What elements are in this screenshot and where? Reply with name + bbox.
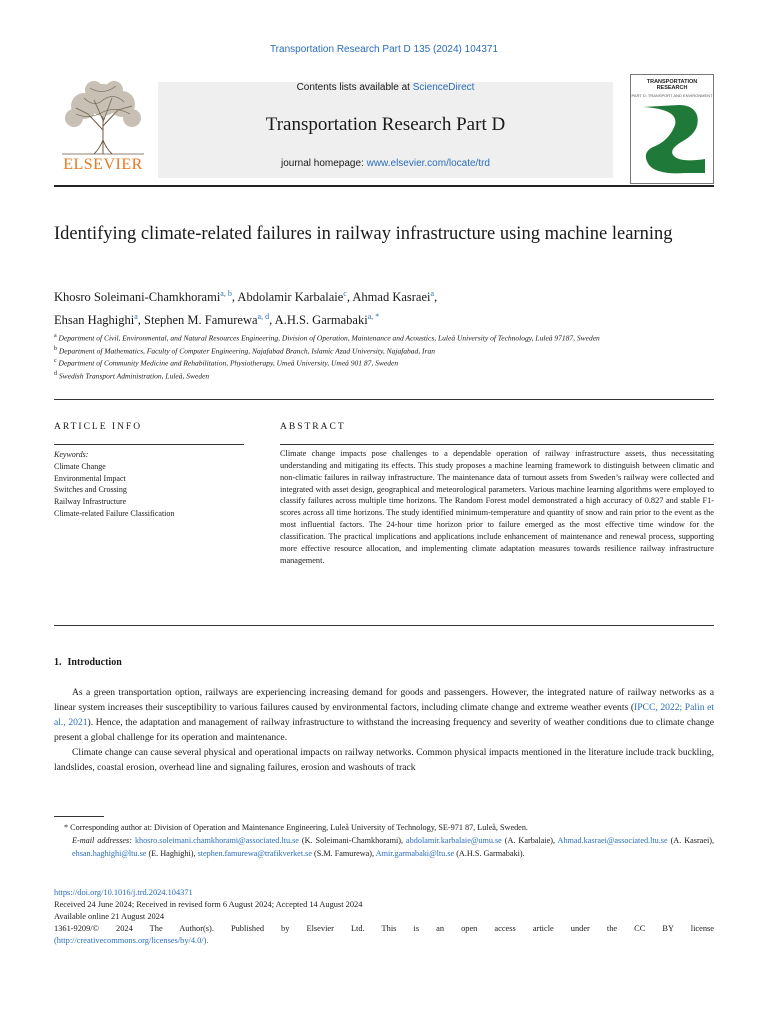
footnote-rule [54, 816, 104, 817]
author-separator: , [137, 313, 145, 328]
author-affiliation-marker[interactable]: a, b [220, 289, 232, 298]
corresponding-author-footnote [54, 821, 714, 860]
intro-paragraph-2: Climate change can cause several physical and operational impacts on railway networks. Common physical impacts mentioned in the literature include track buckling, landslides, coastal erosion, overhead line and signaling failures, erosion and washouts of track [54, 747, 714, 773]
doi-link[interactable]: https://doi.org/10.1016/j.trd.2024.104371 [54, 888, 193, 897]
license-link[interactable]: (http://creativecommons.org/licenses/by/4.0/). [54, 936, 209, 946]
keyword-item: Railway Infrastructure [54, 497, 127, 507]
corresponding-mark: * [64, 823, 69, 832]
section-title: Introduction [67, 657, 122, 668]
author-affiliation-marker[interactable]: c [343, 289, 347, 298]
affiliation-item [54, 344, 714, 357]
homepage-prefix: journal homepage: [280, 158, 367, 169]
author-affiliation-marker[interactable]: a, * [367, 312, 380, 322]
email-link[interactable]: Amir.garmabaki@ltu.se [375, 849, 455, 859]
author-name: Abdolamir Karbalaie [237, 290, 344, 305]
section-number: 1. [54, 657, 62, 668]
email-owner: (A. Kasraei), [667, 836, 714, 846]
email-label: E-mail addresses: [72, 836, 132, 846]
email-owner: (K. Soleimani-Chamkhorami), [298, 836, 407, 846]
corresponding-address: Corresponding author at: Division of Operation and Maintenance Engineering, Luleå University of Technology, SE-971 87, Luleå, Sweden. [70, 823, 528, 832]
email-link[interactable]: Ahmad.kasraei@associated.ltu.se [557, 836, 668, 846]
keyword-item: Climate Change [54, 461, 106, 471]
keyword-item: Climate-related Failure Classification [54, 508, 175, 518]
affiliation-item [54, 331, 714, 344]
journal-homepage-link[interactable]: www.elsevier.com/locate/trd [366, 158, 490, 169]
introduction-heading [54, 657, 122, 668]
affiliation-marker: d [54, 370, 57, 377]
affiliation-marker: b [54, 345, 57, 352]
email-owner: (S.M. Famurewa), [311, 849, 376, 859]
author-name: Ahmad Kasraei [352, 290, 431, 305]
affiliation-text: Department of Community Medicine and Rehabilitation, Physiotherapy, Umeå University, Umeå 901 87, Sweden [56, 358, 399, 368]
author-affiliation-marker[interactable]: a, d [257, 312, 270, 322]
affiliation-item [54, 356, 714, 369]
author-separator: , [269, 313, 275, 328]
email-link[interactable]: ehsan.haghighi@ltu.se [72, 849, 147, 859]
citation-link[interactable]: IPCC, 2022; Palin et al., 2021 [54, 702, 714, 728]
email-link[interactable]: abdolamir.karbalaie@umu.se [406, 836, 502, 846]
journal-name: Transportation Research Part D [265, 114, 506, 135]
affiliation-item [54, 369, 714, 382]
contents-line [158, 82, 613, 93]
affiliation-marker: c [54, 358, 57, 364]
email-link[interactable]: stephen.famurewa@trafikverket.se [197, 849, 312, 859]
email-owner: (E. Haghighi), [146, 849, 198, 859]
keywords-block [54, 449, 254, 520]
license-statement: 1361-9209/© 2024 The Author(s). Published by Elsevier Ltd. This is an open access article under the CC BY license [54, 924, 714, 934]
author-affiliation-marker[interactable]: a [134, 312, 138, 322]
cover-title: TRANSPORTATION RESEARCH [646, 79, 698, 91]
contents-prefix: Contents lists available at [296, 82, 413, 93]
author-separator: , [434, 290, 438, 305]
keyword-item: Environmental Impact [54, 473, 126, 483]
article-title: Identifying climate-related failures in railway infrastructure using machine learning [54, 224, 673, 244]
affiliation-text: Department of Mathematics, Faculty of Computer Engineering, Najafabad Branch, Islamic Azad University, Najafabad, Iran [57, 346, 435, 355]
email-link[interactable]: khosro.soleimani.chamkhorami@associated.ltu.se [134, 836, 299, 846]
article-info-heading: ARTICLE INFO [54, 422, 143, 432]
journal-citation[interactable]: Transportation Research Part D 135 (2024) 104371 [269, 44, 499, 55]
email-owner: (A.H.S. Garmabaki). [454, 849, 525, 859]
abstract-text: Climate change impacts pose challenges to a dependable operation of railway infrastructure assets, thus necessitating understanding and mitigating its effects. This study proposes a machine learning framework to distinguish between climatic and non-climatic failures in railway infrastructure. The maintenance data of turnout assets from Sweden’s railway were collected and integrated with asset design, geographical and meteorological parameters. Various machine learning algorithms were employed to classify failures across multiple time horizons. The Random Forest model demonstrated a high accuracy of 0.827 and stable F1-scores across all time horizons. The study identified minimum-temperature and quantity of snow and rain prior to the event as the most influential factors. The 24-hour time horizon prior to failure emerged as the most effective time window for the classification. The practical implications and applications include enhancement of maintenance and renewal process, supporting more effective resource allocation, and implementing climate adaptation measures towards resilience railway infrastructure management. [280, 449, 714, 565]
keyword-item: Switches and Crossing [54, 485, 127, 495]
sciencedirect-link[interactable]: ScienceDirect [412, 82, 475, 93]
keywords-label: Keywords: [54, 450, 89, 459]
article-metadata [54, 887, 714, 947]
received-dates: Received 24 June 2024; Received in revised form 6 August 2024; Accepted 14 August 2024 [54, 900, 363, 910]
author-list [54, 284, 714, 330]
author-name: Stephen M. Famurewa [144, 313, 258, 328]
author-name: Ehsan Haghighi [54, 313, 135, 328]
affiliation-text: Swedish Transport Administration, Luleå, Sweden [57, 371, 210, 380]
abstract-heading: ABSTRACT [280, 422, 346, 432]
affiliation-list [54, 331, 714, 381]
affiliation-divider [54, 399, 714, 400]
affiliation-marker: a [54, 333, 57, 339]
header-divider [54, 185, 714, 187]
author-name: A.H.S. Garmabaki [274, 313, 368, 328]
author-name: Khosro Soleimani-Chamkhorami [54, 290, 221, 305]
cover-green-road-graphic [639, 103, 705, 175]
keyword-list [54, 461, 254, 520]
affiliation-text: Department of Civil, Environmental, and Natural Resources Engineering, Division of Operation, Maintenance and Acoustics, Luleå University of Technology, Luleå 97187, Sweden [56, 333, 600, 343]
author-separator: , [346, 290, 353, 305]
abstract-rule [280, 444, 714, 445]
author-affiliation-marker[interactable]: a [430, 289, 435, 298]
intro-paragraph-1: As a green transportation option, railways are experiencing increasing demand for goods and passengers. However, the integrated nature of railway networks as a linear system increases their susceptibility to various failures caused by environmental factors, including climate change and extreme weather events (IPCC, 2022; Palin et al., 2021). Hence, the adaptation and management of railway infrastructure to withstand the increasing frequency and severity of weather conditions due to climate change present a global challenge for its operation and maintenance. [54, 687, 714, 743]
journal-homepage-line [158, 158, 613, 169]
available-online: Available online 21 August 2024 [54, 912, 165, 922]
author-separator: , [231, 290, 238, 305]
email-owner: (A. Karbalaie), [501, 836, 558, 846]
article-info-rule [54, 444, 244, 445]
cover-subtitle: PART D: TRANSPORT AND ENVIRONMENT [631, 93, 713, 98]
email-addresses [54, 834, 714, 860]
elsevier-wordmark[interactable]: ELSEVIER [63, 156, 143, 173]
abstract-bottom-rule [54, 625, 714, 626]
introduction-body [54, 685, 714, 775]
journal-cover-thumbnail[interactable] [630, 74, 714, 184]
